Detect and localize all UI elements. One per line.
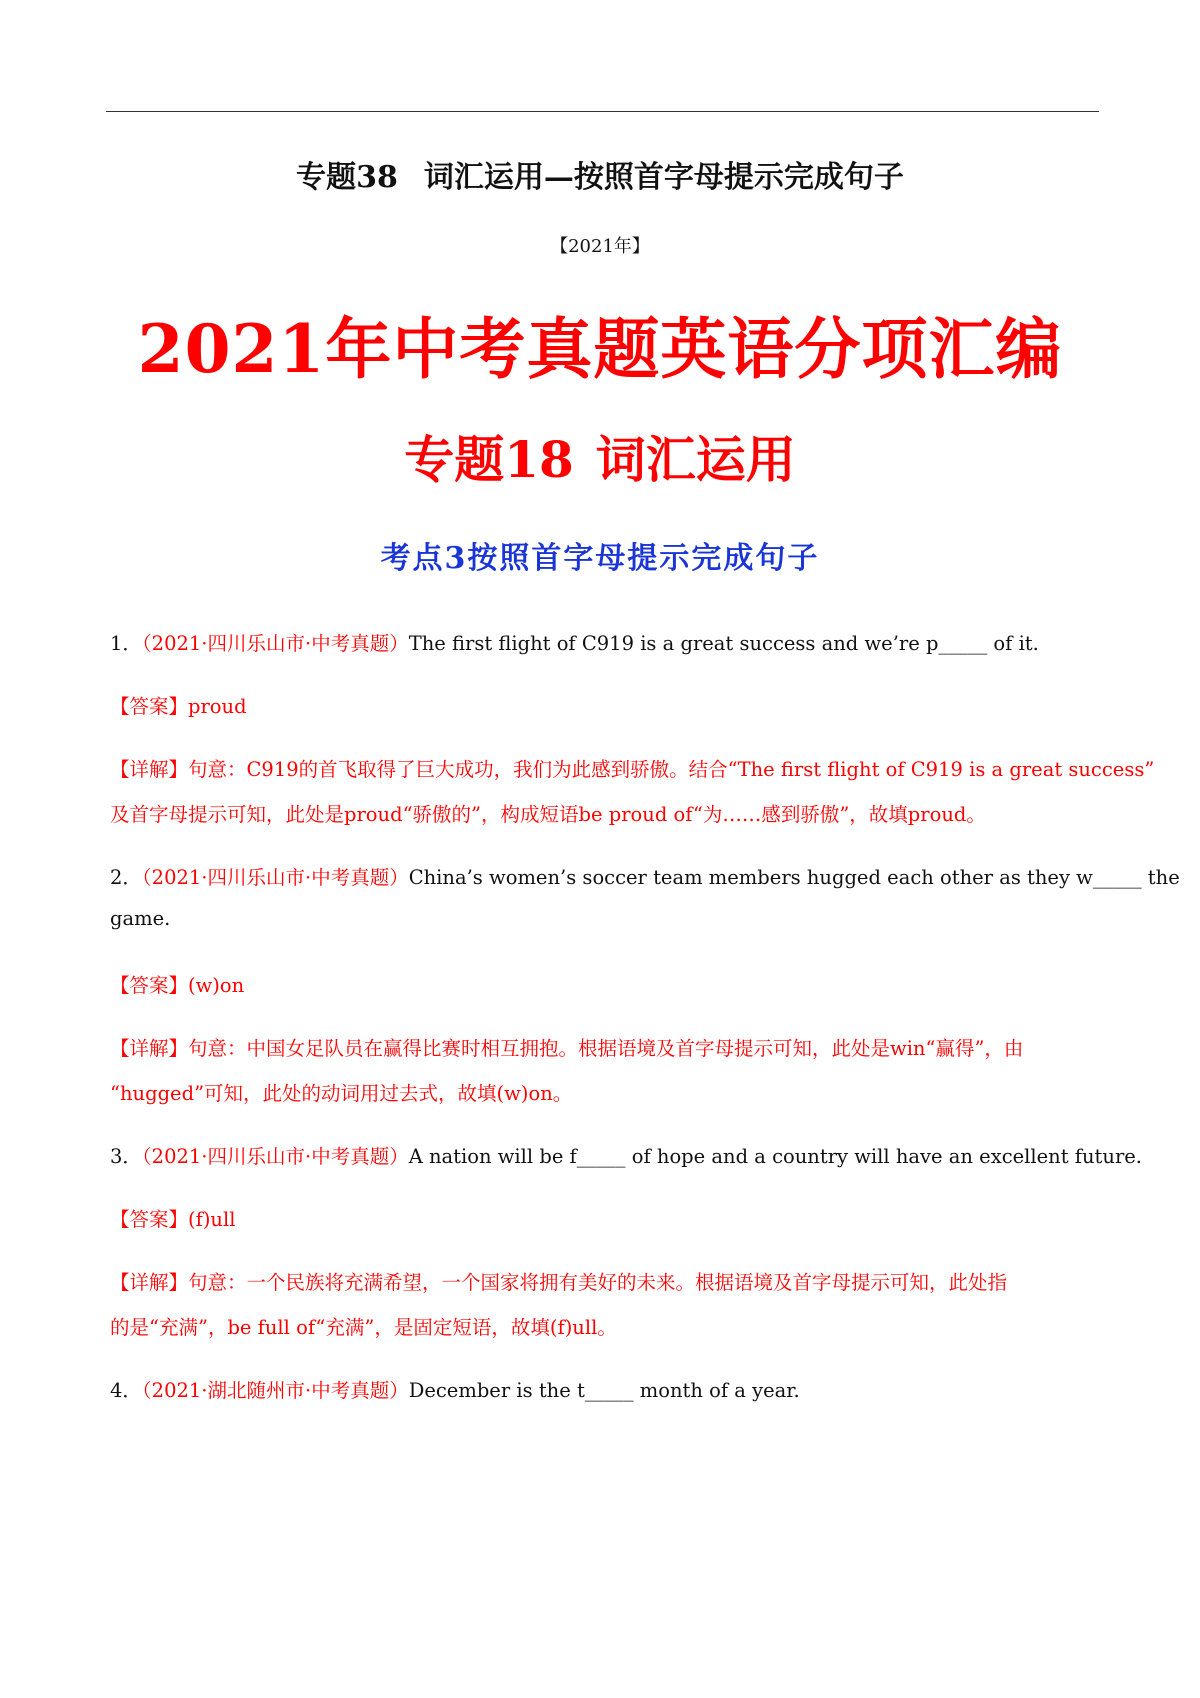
kaodian-heading: 考点3按照首字母提示完成句子 xyxy=(380,541,820,576)
main-title: 2021年中考真题英语分项汇编 xyxy=(137,310,1063,388)
answer-2: 【答案】(w)on xyxy=(110,974,245,997)
answer-3: 【答案】(f)ull xyxy=(110,1208,236,1231)
question-text: The first flight of C919 is a great success and we’re p_____ of it. xyxy=(408,632,1039,655)
year-tag: 【2021年】 xyxy=(550,236,650,257)
question-source: （2021·四川乐山市·中考真题） xyxy=(141,866,409,889)
explain-3-line-1: 【详解】句意：一个民族将充满希望，一个国家将拥有美好的未来。根据语境及首字母提示可知，此处指 xyxy=(110,1271,1008,1294)
explain-2-line-2: “hugged”可知，此处的动词用过去式，故填(w)on。 xyxy=(110,1082,573,1105)
topic-38-heading xyxy=(0,152,1200,196)
question-source: （2021·湖北随州市·中考真题） xyxy=(141,1379,409,1402)
explain-1-line-1: 【详解】句意：C919的首飞取得了巨大成功，我们为此感到骄傲。结合“The first flight of C919 is a great success” xyxy=(110,758,1155,781)
question-number: 1． xyxy=(110,632,142,655)
header-rule xyxy=(106,111,1099,112)
question-4 xyxy=(110,1375,1110,1403)
topic-38-title: 词汇运用—按照首字母提示完成句子 xyxy=(423,160,904,195)
topic-38-number: 专题38 xyxy=(296,160,398,195)
question-2-continued: game. xyxy=(110,907,171,930)
question-2 xyxy=(110,862,1180,890)
topic-18-heading xyxy=(0,420,1200,492)
question-text: December is the t_____ month of a year. xyxy=(408,1379,800,1402)
question-source: （2021·四川乐山市·中考真题） xyxy=(141,632,409,655)
question-number: 3． xyxy=(110,1145,142,1168)
question-number: 2． xyxy=(110,866,142,889)
question-text: China’s women’s soccer team members hugged each other as they w_____ the xyxy=(408,866,1180,889)
topic-18-number: 专题18 xyxy=(404,430,574,489)
answer-1: 【答案】proud xyxy=(110,695,247,718)
explain-2-line-1: 【详解】句意：中国女足队员在赢得比赛时相互拥抱。根据语境及首字母提示可知，此处是win“赢得”，由 xyxy=(110,1037,1024,1060)
explain-1-line-2: 及首字母提示可知，此处是proud“骄傲的”，构成短语be proud of“为……感到骄傲”，故填proud。 xyxy=(110,803,986,826)
question-number: 4． xyxy=(110,1379,142,1402)
explain-3-line-2: 的是“充满”，be full of“充满”，是固定短语，故填(f)ull。 xyxy=(110,1316,617,1339)
topic-18-title: 词汇运用 xyxy=(595,430,796,489)
question-1 xyxy=(110,628,1110,656)
question-3 xyxy=(110,1141,1143,1169)
question-text: A nation will be f_____ of hope and a country will have an excellent future. xyxy=(408,1145,1143,1168)
question-source: （2021·四川乐山市·中考真题） xyxy=(141,1145,409,1168)
